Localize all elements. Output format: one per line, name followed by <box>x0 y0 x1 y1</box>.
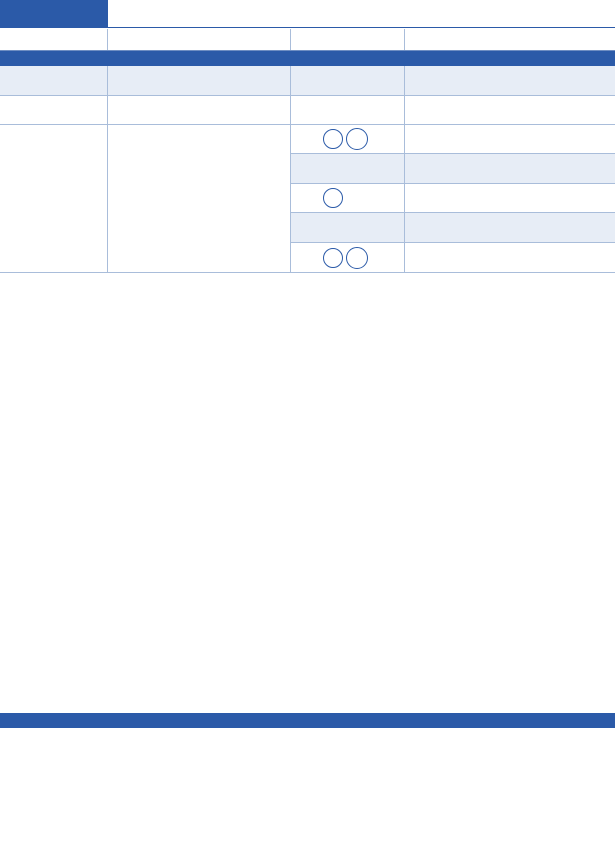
header-band <box>0 51 615 66</box>
seal-material <box>405 125 615 153</box>
material-cell <box>405 66 615 95</box>
pos-cell <box>0 66 108 95</box>
page-title <box>0 0 108 28</box>
table-header <box>0 29 615 51</box>
seal-option-k <box>291 154 615 184</box>
usp-vi-icon <box>346 128 368 150</box>
name-cell <box>108 66 291 95</box>
seal-code <box>291 154 405 183</box>
table-row <box>0 66 615 96</box>
usp-vi-icon <box>346 247 368 269</box>
seal-option-c <box>291 243 615 272</box>
name-cell <box>108 125 291 272</box>
pos-cell <box>0 96 108 124</box>
seal-material <box>405 213 615 242</box>
note-cell <box>291 96 405 124</box>
seal-material <box>405 243 615 272</box>
table-row <box>0 96 615 125</box>
fda-icon <box>323 129 343 149</box>
fda-icon <box>323 188 343 208</box>
seal-options <box>291 125 615 272</box>
note-cell <box>291 66 405 95</box>
col-type-header <box>405 29 615 50</box>
seal-ring-group <box>0 125 615 273</box>
seal-option-l <box>291 184 615 213</box>
seal-option-d <box>291 125 615 154</box>
fda-icon <box>323 248 343 268</box>
seal-code <box>291 213 405 242</box>
name-cell <box>108 96 291 124</box>
section-title <box>0 713 615 728</box>
material-cell <box>405 96 615 124</box>
seal-option-n <box>291 213 615 243</box>
seal-material <box>405 154 615 183</box>
seal-material <box>405 184 615 212</box>
pos-cell <box>0 125 108 272</box>
title-rule <box>108 27 615 28</box>
col-notes-header <box>291 29 405 50</box>
col-name-header <box>108 29 291 50</box>
col-pos-header <box>0 29 108 50</box>
